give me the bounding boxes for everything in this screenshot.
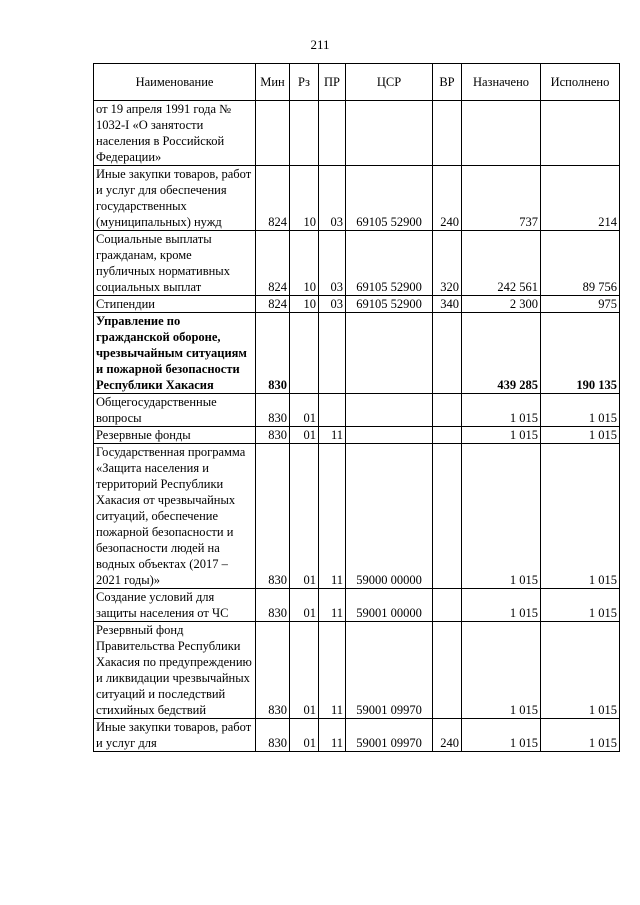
cell-vr: 340 (433, 296, 462, 313)
cell-executed: 1 015 (541, 427, 620, 444)
table-row (94, 313, 620, 394)
cell-assigned: 737 (462, 166, 541, 231)
cell-csr: 69105 52900 (346, 231, 433, 296)
cell-name: Управление по гражданской обороне, чрезвычайным ситуациям и пожарной безопасности Республики Хакасия (94, 313, 256, 394)
header-rz: Рз (290, 64, 319, 101)
cell-name: Стипендии (94, 296, 256, 313)
cell-assigned: 1 015 (462, 589, 541, 622)
cell-min: 824 (256, 166, 290, 231)
cell-assigned: 1 015 (462, 427, 541, 444)
cell-pr: 11 (319, 427, 346, 444)
cell-executed: 1 015 (541, 719, 620, 752)
cell-vr (433, 394, 462, 427)
cell-assigned: 1 015 (462, 719, 541, 752)
cell-rz: 10 (290, 296, 319, 313)
table-row (94, 166, 620, 231)
cell-csr: 59000 00000 (346, 444, 433, 589)
table-header-row (94, 64, 620, 101)
cell-min (256, 101, 290, 166)
cell-executed: 214 (541, 166, 620, 231)
cell-min: 830 (256, 622, 290, 719)
cell-csr (346, 101, 433, 166)
cell-assigned: 1 015 (462, 394, 541, 427)
cell-assigned: 242 561 (462, 231, 541, 296)
cell-name: Создание условий для защиты населения от ЧС (94, 589, 256, 622)
cell-csr: 69105 52900 (346, 166, 433, 231)
cell-vr: 320 (433, 231, 462, 296)
cell-rz: 01 (290, 427, 319, 444)
cell-name: Государственная программа «Защита населения и территорий Республики Хакасия от чрезвычайных ситуаций, обеспечение пожарной безопасности и безопасности людей на водных объектах (2017 – 2021 годы)» (94, 444, 256, 589)
page-number: 211 (310, 37, 330, 52)
cell-vr (433, 589, 462, 622)
header-pr: ПР (319, 64, 346, 101)
cell-name: Общегосударственные вопросы (94, 394, 256, 427)
table-row (94, 589, 620, 622)
cell-name: Иные закупки товаров, работ и услуг для (94, 719, 256, 752)
header-vr: ВР (433, 64, 462, 101)
cell-min: 830 (256, 589, 290, 622)
cell-executed: 89 756 (541, 231, 620, 296)
cell-executed: 1 015 (541, 622, 620, 719)
cell-name: Иные закупки товаров, работ и услуг для обеспечения государственных (муниципальных) нужд (94, 166, 256, 231)
cell-executed: 1 015 (541, 444, 620, 589)
cell-executed: 1 015 (541, 589, 620, 622)
cell-vr: 240 (433, 166, 462, 231)
cell-pr: 03 (319, 296, 346, 313)
cell-min: 830 (256, 444, 290, 589)
cell-pr (319, 101, 346, 166)
cell-csr: 59001 09970 (346, 719, 433, 752)
header-executed: Исполнено (541, 64, 620, 101)
cell-csr: 59001 00000 (346, 589, 433, 622)
cell-assigned (462, 101, 541, 166)
cell-min: 824 (256, 296, 290, 313)
cell-min: 830 (256, 394, 290, 427)
table-row (94, 444, 620, 589)
cell-assigned: 1 015 (462, 622, 541, 719)
cell-rz: 01 (290, 719, 319, 752)
cell-pr: 03 (319, 231, 346, 296)
cell-csr: 59001 09970 (346, 622, 433, 719)
header-name: Наименование (94, 64, 256, 101)
cell-rz: 10 (290, 166, 319, 231)
table-row (94, 296, 620, 313)
cell-executed: 190 135 (541, 313, 620, 394)
cell-pr: 11 (319, 444, 346, 589)
cell-vr (433, 427, 462, 444)
cell-vr (433, 444, 462, 589)
cell-executed (541, 101, 620, 166)
cell-assigned: 2 300 (462, 296, 541, 313)
cell-csr (346, 313, 433, 394)
cell-name: Социальные выплаты гражданам, кроме публичных нормативных социальных выплат (94, 231, 256, 296)
header-min: Мин (256, 64, 290, 101)
cell-executed: 1 015 (541, 394, 620, 427)
cell-name: от 19 апреля 1991 года № 1032-I «О занятости населения в Российской Федерации» (94, 101, 256, 166)
cell-vr (433, 313, 462, 394)
header-csr: ЦСР (346, 64, 433, 101)
table-body (94, 101, 620, 752)
cell-rz: 01 (290, 394, 319, 427)
header-assigned: Назначено (462, 64, 541, 101)
cell-rz: 01 (290, 622, 319, 719)
cell-rz: 01 (290, 589, 319, 622)
cell-vr (433, 622, 462, 719)
cell-name: Резервный фонд Правительства Республики Хакасия по предупреждению и ликвидации чрезвычайных ситуаций и последствий стихийных бедствий (94, 622, 256, 719)
cell-pr: 11 (319, 719, 346, 752)
cell-vr: 240 (433, 719, 462, 752)
cell-min: 830 (256, 427, 290, 444)
cell-pr: 03 (319, 166, 346, 231)
cell-rz (290, 313, 319, 394)
table-row (94, 622, 620, 719)
cell-pr (319, 313, 346, 394)
cell-assigned: 439 285 (462, 313, 541, 394)
budget-table (93, 63, 620, 752)
cell-min: 830 (256, 313, 290, 394)
cell-rz: 01 (290, 444, 319, 589)
cell-pr: 11 (319, 589, 346, 622)
cell-assigned: 1 015 (462, 444, 541, 589)
cell-csr (346, 427, 433, 444)
table-row (94, 101, 620, 166)
cell-csr (346, 394, 433, 427)
cell-rz (290, 101, 319, 166)
cell-pr (319, 394, 346, 427)
table-row (94, 427, 620, 444)
cell-rz: 10 (290, 231, 319, 296)
cell-min: 824 (256, 231, 290, 296)
cell-name: Резервные фонды (94, 427, 256, 444)
table-row (94, 231, 620, 296)
table-row (94, 394, 620, 427)
cell-executed: 975 (541, 296, 620, 313)
cell-vr (433, 101, 462, 166)
cell-pr: 11 (319, 622, 346, 719)
table-row (94, 719, 620, 752)
cell-csr: 69105 52900 (346, 296, 433, 313)
cell-min: 830 (256, 719, 290, 752)
